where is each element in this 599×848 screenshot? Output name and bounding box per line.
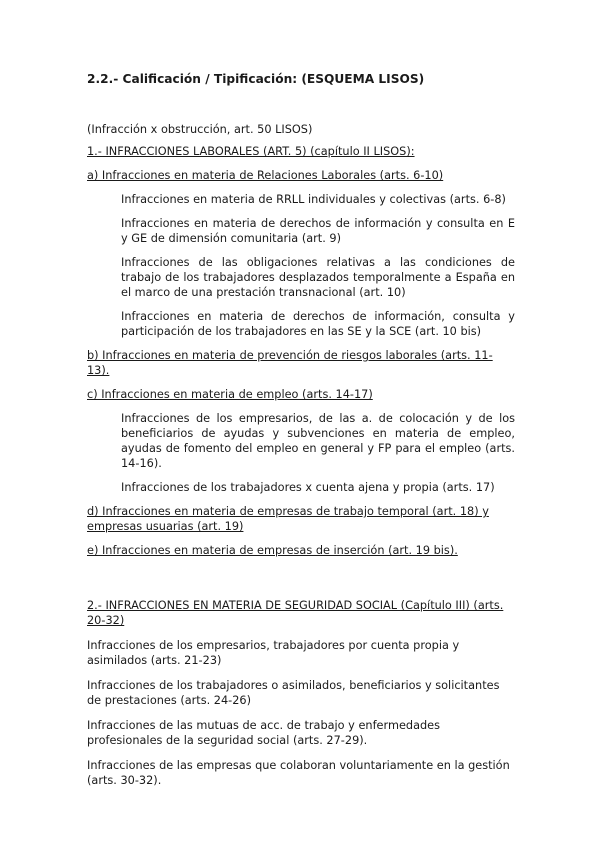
document-page: [87, 72, 515, 788]
intro-text: (Infracción x obstrucción, art. 50 LISOS): [87, 123, 313, 136]
section1-heading: 1.- INFRACCIONES LABORALES (ART. 5) (capítulo II LISOS):: [87, 145, 415, 158]
section2-item: Infracciones de los trabajadores o asimilados, beneficiarios y solicitantes de prestaciones (arts. 24-26): [87, 679, 500, 707]
section1-a-item: Infracciones de las obligaciones relativas a las condiciones de trabajo de los trabajadores desplazados temporalmente a España en el marco de una prestación transnacional (art. 10): [121, 256, 515, 299]
section1-a-item: Infracciones en materia de derechos de información y consulta en E y GE de dimensión comunitaria (art. 9): [121, 217, 515, 245]
page-title: 2.2.- Calificación / Tipificación: (ESQUEMA LISOS): [87, 72, 425, 86]
section1-a-item: Infracciones en materia de derechos de información, consulta y participación de los trabajadores en las SE y la SCE (art. 10 bis): [121, 310, 515, 338]
section2-item: Infracciones de las mutuas de acc. de trabajo y enfermedades profesionales de la seguridad social (arts. 27-29).: [87, 719, 440, 747]
section2-item: Infracciones de los empresarios, trabajadores por cuenta propia y asimilados (arts. 21-23): [87, 639, 460, 667]
section2-heading: 2.- INFRACCIONES EN MATERIA DE SEGURIDAD SOCIAL (Capítulo III) (arts. 20-32): [87, 599, 504, 627]
section2-item: Infracciones de las empresas que colaboran voluntariamente en la gestión (arts. 30-32).: [87, 759, 510, 787]
section1-c-item: Infracciones de los empresarios, de las a. de colocación y de los beneficiarios de ayudas y subvenciones en materia de empleo, ayudas de fomento del empleo en general y FP para el empleo (arts. 14-16).: [121, 412, 515, 470]
section1-e-heading: e) Infracciones en materia de empresas de inserción (art. 19 bis).: [87, 544, 458, 557]
section1-a-item: Infracciones en materia de RRLL individuales y colectivas (arts. 6-8): [121, 193, 506, 206]
section1-d-heading: d) Infracciones en materia de empresas de trabajo temporal (art. 18) y empresas usuarias (art. 19): [87, 505, 489, 533]
section1-b-heading: b) Infracciones en materia de prevención de riesgos laborales (arts. 11-13).: [87, 349, 493, 377]
section1-c-item: Infracciones de los trabajadores x cuenta ajena y propia (arts. 17): [121, 481, 495, 494]
section1-a-heading: a) Infracciones en materia de Relaciones Laborales (arts. 6-10): [87, 169, 444, 182]
section1-c-heading: c) Infracciones en materia de empleo (arts. 14-17): [87, 388, 373, 401]
